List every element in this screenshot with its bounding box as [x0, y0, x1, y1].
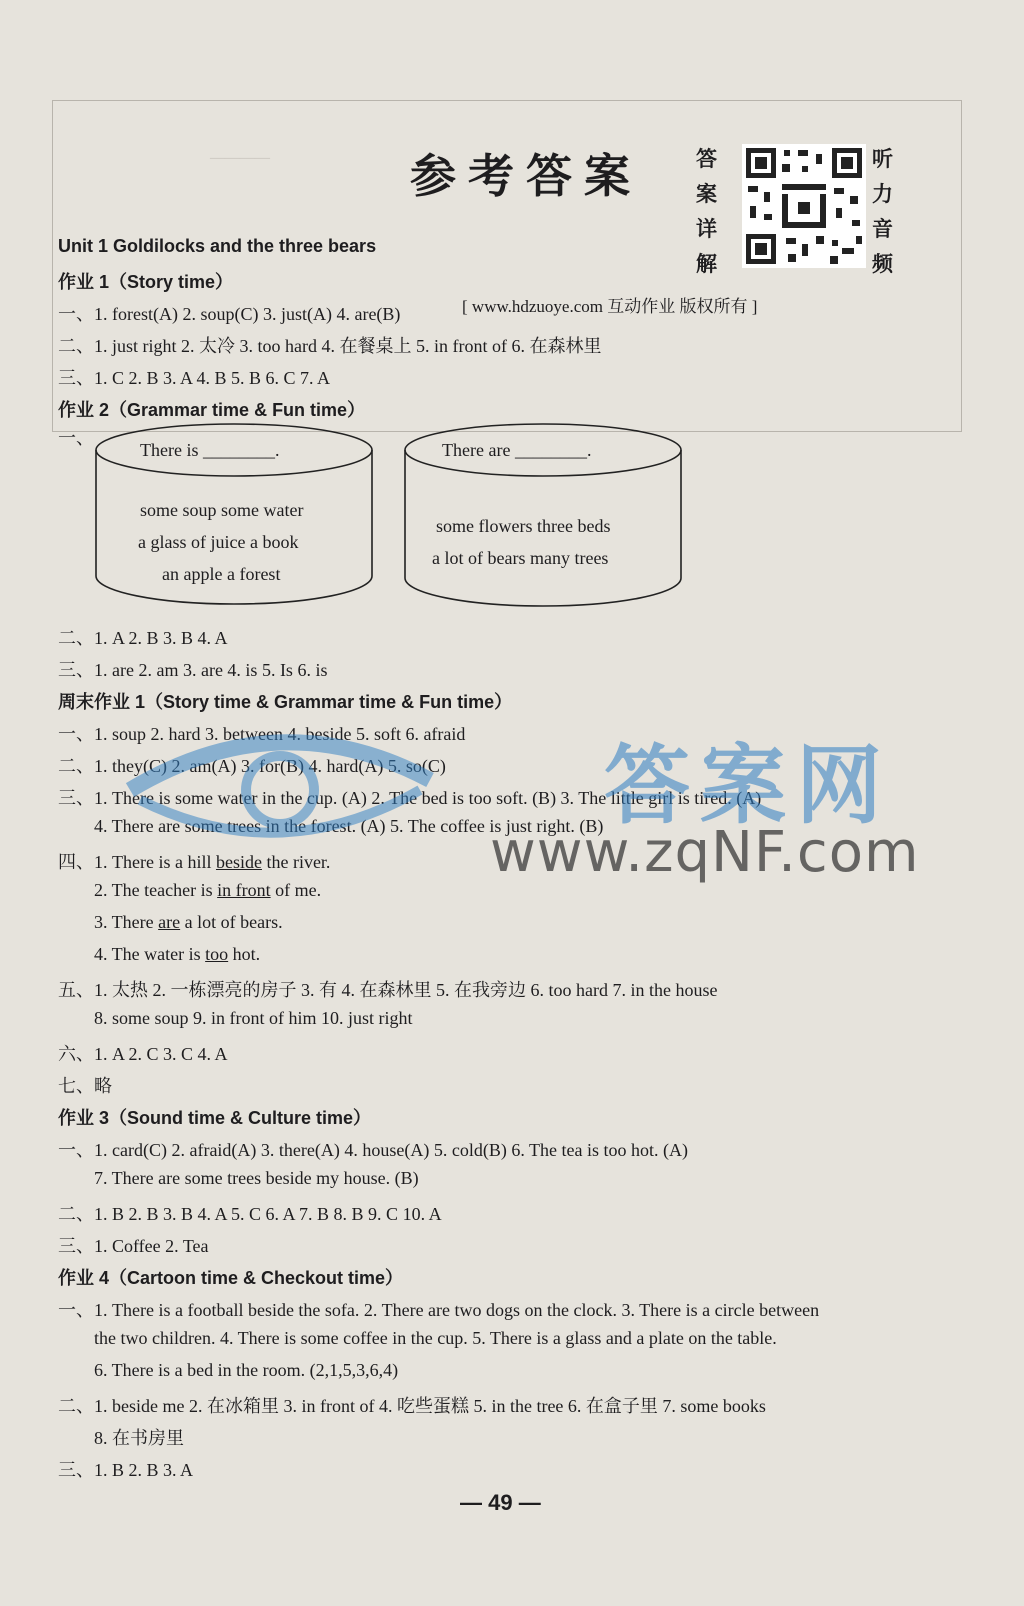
text: hot.	[228, 944, 261, 964]
weekend1-q5a: 五、1. 太热 2. 一栋漂亮的房子 3. 有 4. 在森林里 5. 在我旁边 6. too hard 7. in the house	[58, 980, 718, 1000]
text: 3. There	[94, 912, 159, 932]
left-vertical-label	[696, 142, 720, 282]
hw3-q2: 二、1. B 2. B 3. B 4. A 5. C 6. A 7. B 8. B 9. C 10. A	[58, 1204, 442, 1224]
weekend1-q6: 六、1. A 2. C 3. C 4. A	[58, 1044, 228, 1064]
hw1-q3: 三、1. C 2. B 3. A 4. B 5. B 6. C 7. A	[58, 368, 331, 388]
qr-code-icon	[742, 144, 866, 268]
right-vertical-label	[872, 142, 896, 282]
hw4-q1a: 一、1. There is a football beside the sofa. 2. There are two dogs on the clock. 3. There is a circle between	[58, 1300, 820, 1320]
cylinder-left-row: a glass of juice a book	[138, 532, 299, 552]
vchar: 解	[696, 252, 717, 276]
weekend1-q1: 一、1. soup 2. hard 3. between 4. beside 5. soft 6. afraid	[58, 724, 466, 744]
vchar: 力	[872, 182, 893, 206]
weekend1-q2: 二、1. they(C) 2. am(A) 3. for(B) 4. hard(A) 5. so(C)	[58, 756, 446, 776]
text: the river.	[261, 852, 331, 872]
hw4-heading: 作业 4（Cartoon time & Checkout time）	[58, 1268, 404, 1288]
weekend1-q4-3	[94, 912, 283, 933]
vchar: 音	[872, 217, 893, 241]
hw1-q2: 二、1. just right 2. 太冷 3. too hard 4. 在餐桌上 5. in front of 6. 在森林里	[58, 336, 602, 356]
hw4-q3: 三、1. B 2. B 3. A	[58, 1460, 194, 1480]
weekend1-q4-1	[58, 848, 330, 874]
underlined-word: in front	[217, 880, 271, 900]
hw3-q3: 三、1. Coffee 2. Tea	[58, 1236, 209, 1256]
weekend1-q7: 七、略	[58, 1076, 112, 1096]
hw1-heading: 作业 1（Story time）	[58, 272, 234, 292]
site-tag: [ www.hdzuoye.com 互动作业 版权所有 ]	[462, 297, 758, 316]
vchar: 频	[872, 252, 893, 276]
underlined-word: are	[158, 912, 181, 932]
unit-title: Unit 1 Goldilocks and the three bears	[58, 236, 377, 256]
cylinder-right-row: some flowers three beds	[436, 516, 611, 536]
weekend1-q3b: 4. There are some trees in the forest. (A) 5. The coffee is just right. (B)	[94, 816, 604, 836]
text: a lot of bears.	[180, 912, 283, 932]
qr-code[interactable]	[742, 144, 866, 268]
page-title: 参考答案	[410, 149, 642, 203]
vchar: 答	[696, 147, 717, 171]
text: 四、1. There is a hill	[58, 852, 216, 872]
text: 2. The teacher is	[94, 880, 218, 900]
hw4-q1b: the two children. 4. There is some coffee in the cup. 5. There is a glass and a plate on the table.	[94, 1328, 777, 1348]
hw3-heading: 作业 3（Sound time & Culture time）	[58, 1108, 372, 1128]
vchar: 详	[696, 217, 717, 241]
page-number: — 49 —	[460, 1490, 541, 1515]
cylinder-left-row: an apple a forest	[162, 564, 281, 584]
cylinder-right-header: There are ________.	[442, 440, 592, 460]
weekend1-q4-4	[94, 944, 260, 965]
weekend1-heading: 周末作业 1（Story time & Grammar time & Fun time）	[58, 692, 513, 712]
vchar: 案	[696, 182, 717, 206]
watermark-url: www.zqNF.com	[490, 820, 920, 885]
underlined-word: beside	[215, 852, 262, 872]
hw3-q1b: 7. There are some trees beside my house. (B)	[94, 1168, 419, 1188]
underlined-word: too	[205, 944, 229, 964]
hw2-q2: 二、1. A 2. B 3. B 4. A	[58, 628, 228, 648]
hw4-q2a: 二、1. beside me 2. 在冰箱里 3. in front of 4. 吃些蛋糕 5. in the tree 6. 在盒子里 7. some books	[58, 1396, 766, 1416]
hw1-q1: 一、1. forest(A) 2. soup(C) 3. just(A) 4. are(B)	[58, 304, 401, 324]
watermark-brand: 答案网	[604, 736, 892, 836]
text: 4. The water is	[94, 944, 206, 964]
vchar: 听	[872, 147, 893, 171]
cylinder-right-row: a lot of bears many trees	[432, 548, 609, 568]
eye-logo-icon	[120, 720, 440, 850]
weekend1-q3a: 三、1. There is some water in the cup. (A) 2. The bed is too soft. (B) 3. The little girl is tired. (A)	[58, 788, 762, 808]
hw3-q1a: 一、1. card(C) 2. afraid(A) 3. there(A) 4. house(A) 5. cold(B) 6. The tea is too hot. (A)	[58, 1140, 688, 1160]
cylinder-left-header: There is ________.	[140, 440, 280, 460]
bleed-through: ————	[210, 150, 270, 166]
weekend1-q4-2	[94, 880, 321, 901]
hw4-q1c: 6. There is a bed in the room. (2,1,5,3,6,4)	[94, 1360, 399, 1380]
hw2-q1-label: 一、	[58, 428, 94, 448]
hw2-heading: 作业 2（Grammar time & Fun time）	[58, 400, 366, 420]
hw4-q2b: 8. 在书房里	[94, 1428, 184, 1448]
weekend1-q5b: 8. some soup 9. in front of him 10. just right	[94, 1008, 413, 1028]
cylinder-left-row: some soup some water	[140, 500, 304, 520]
text: of me.	[270, 880, 322, 900]
hw2-q3: 三、1. are 2. am 3. are 4. is 5. Is 6. is	[58, 660, 328, 680]
